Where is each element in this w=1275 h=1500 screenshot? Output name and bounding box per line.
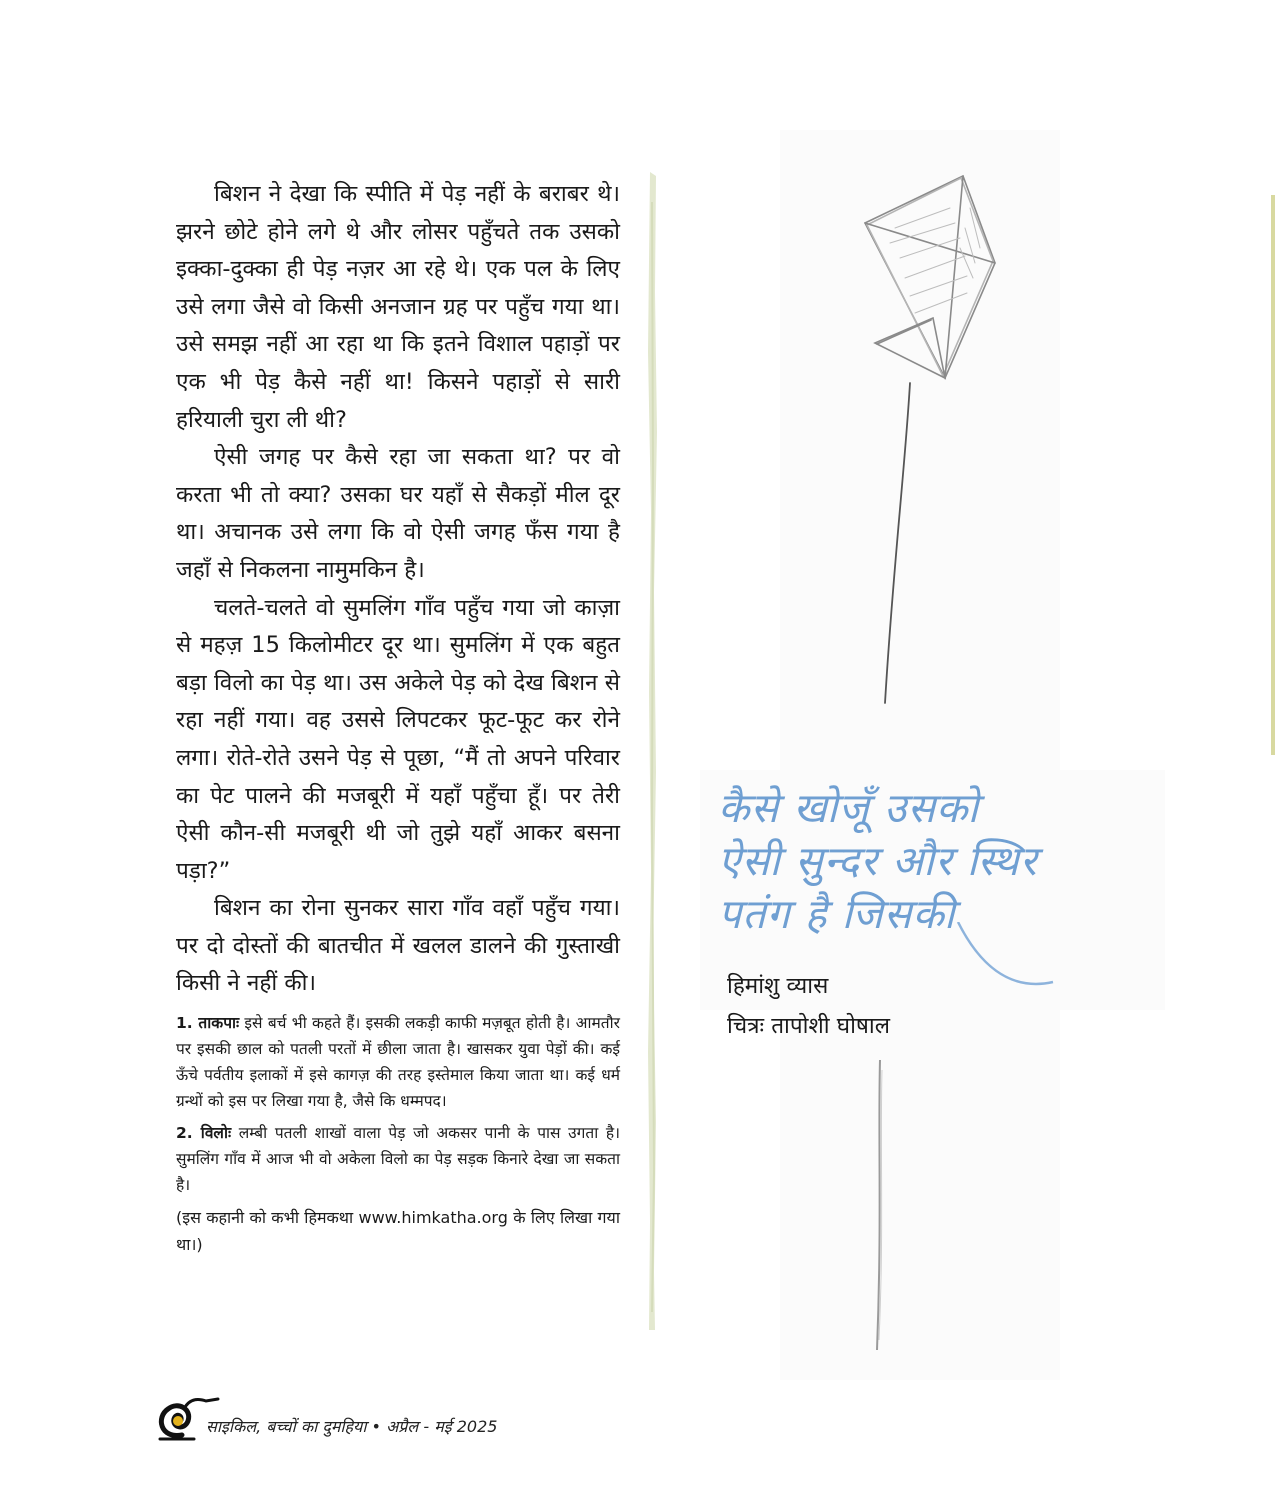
page-footer — [154, 1395, 574, 1445]
story-paragraph: ऐसी जगह पर कैसे रहा जा सकता था? पर वो करता भी तो क्या? उसका घर यहाँ से सैकड़ों मील दूर था। अचानक उसे लगा कि वो ऐसी जगह फँस गया है जहाँ से निकलना नामुमकिन है। — [176, 444, 620, 583]
illustrator-credit: चित्रः तापोशी घोषाल — [727, 1013, 890, 1039]
handwritten-verse — [718, 782, 1138, 941]
footnote-label: 2. विलोः — [176, 1124, 232, 1142]
verse-line: पतंग है जिसकी — [718, 890, 956, 938]
brush-divider — [644, 172, 662, 1330]
story-paragraph: चलते-चलते वो सुमलिंग गाँव पहुँच गया जो काज़ा से महज़ 15 किलोमीटर दूर था। सुमलिंग में एक बहुत बड़ा विलो का पेड़ था। उस अकेले पेड़ को देख बिशन से रहा नहीं गया। वह उससे लिपटकर फूट-फूट कर रोने लगा। रोते-रोते उसने पेड़ से पूछा, “मैं तो अपने परिवार का पेट पालने की मजबूरी में यहाँ पहुँचा हूँ। पर तेरी ऐसी कौन-सी मजबूरी थी जो तुझे यहाँ आकर बसना पड़ा?” — [176, 594, 620, 884]
verse-line: ऐसी सुन्दर और स्थिर — [718, 837, 1038, 885]
story-text — [176, 176, 620, 1003]
story-paragraph: बिशन का रोना सुनकर सारा गाँव वहाँ पहुँच गया। पर दो दोस्तों की बातचीत में खलल डालने की गुस्ताखी किसी ने नहीं की। — [176, 895, 620, 997]
footnote-text: लम्बी पतली शाखों वाला पेड़ जो अकसर पानी के पास उगता है। सुमलिंग गाँव में आज भी वो अकेला विलो का पेड़ सड़क किनारे देखा जा सकता है। — [176, 1124, 620, 1194]
edge-accent — [1271, 195, 1275, 755]
footnote-label: 1. ताकपाः — [176, 1014, 240, 1032]
footnote — [176, 1010, 620, 1114]
footnote — [176, 1120, 620, 1198]
verse-swash — [948, 922, 1058, 1002]
author-credit: हिमांशु व्यास — [727, 973, 829, 999]
source-note: (इस कहानी को कभी हिमकथा www.himkatha.org के लिए लिखा गया था।) — [176, 1208, 620, 1254]
footnotes — [176, 1010, 620, 1264]
story-paragraph: बिशन ने देखा कि स्पीति में पेड़ नहीं के बराबर थे। झरने छोटे होने लगे थे और लोसर पहुँचते तक उसको इक्का-दुक्का ही पेड़ नज़र आ रहे थे। एक पल के लिए उसे लगा जैसे वो किसी अनजान ग्रह पर पहुँच गया था। उसे समझ नहीं आ रहा था कि इतने विशाल पहाड़ों पर एक भी पेड़ कैसे नहीं था! किसने पहाड़ों से सारी हरियाली चुरा ली थी? — [176, 181, 620, 433]
footnote-text: इसे बर्च भी कहते हैं। इसकी लकड़ी काफी मज़बूत होती है। आमतौर पर इसकी छाल को पतली परतों में छीला जाता है। खासकर युवा पेड़ों की। कई ऊँचे पर्वतीय इलाकों में इसे कागज़ की तरह इस्तेमाल किया जाता था। कई धर्म ग्रन्थों को इस पर लिखा गया है, जैसे कि धम्मपद। — [176, 1014, 620, 1110]
kite-string — [860, 1060, 900, 1350]
footer-magazine-title: साइकिल, बच्चों का दुमहिया • अप्रैल - मई 2025 — [206, 1417, 498, 1436]
kite-illustration — [855, 168, 1005, 708]
verse-line: कैसे खोजूँ उसको — [718, 784, 980, 832]
